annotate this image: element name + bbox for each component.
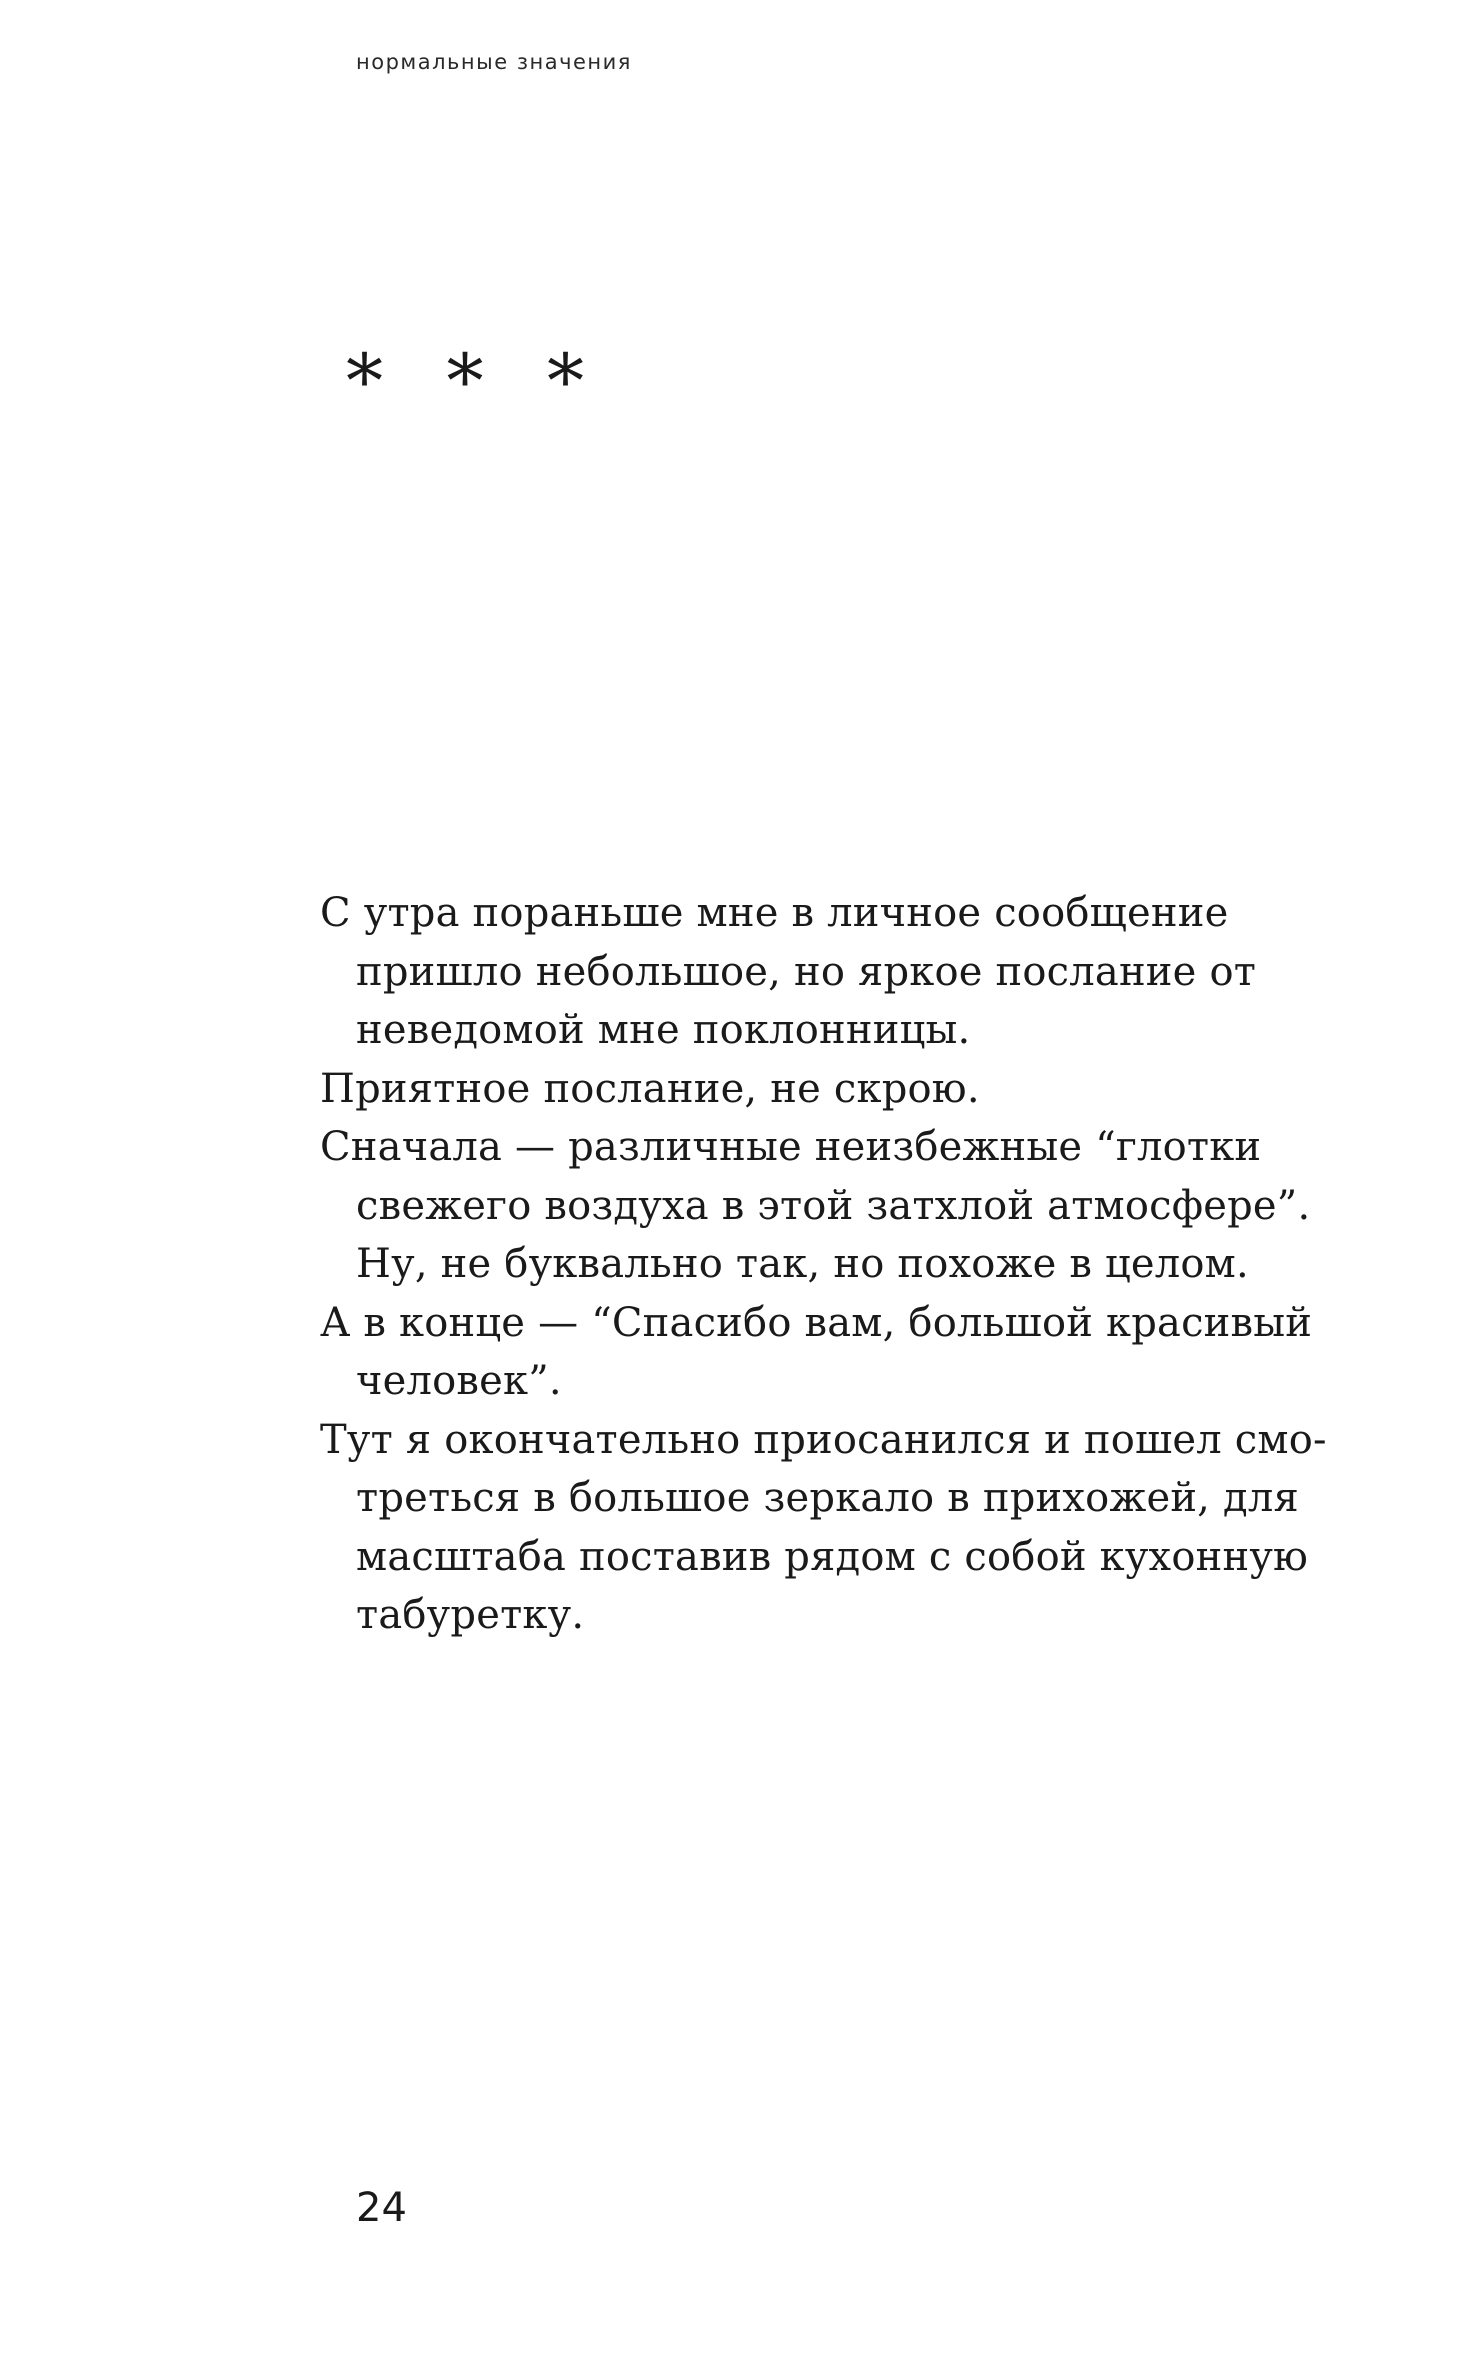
running-head: нормальные значения (356, 50, 632, 74)
poem-line: табуретку. (356, 1592, 585, 1638)
poem-line: масштаба поставив рядом с собой кухонную (356, 1533, 1309, 1580)
poem-line: пришло небольшое, но яркое послание от (356, 948, 1257, 995)
poem-text (320, 884, 1380, 1645)
poem-line: А в конце — “Спасибо вам, большой красивый (320, 1299, 1313, 1346)
poem-line: Ну, не буквально так, но похоже в целом. (356, 1241, 1249, 1287)
poem-line: Приятное послание, не скрою. (320, 1065, 980, 1112)
poem-line: человек”. (356, 1358, 562, 1404)
poem-line: треться в большое зеркало в прихожей, для (356, 1475, 1299, 1521)
poem-line: С утра пораньше мне в личное сообщение (320, 890, 1229, 936)
poem-line: неведомой мне поклонницы. (356, 1007, 971, 1053)
poem-line: свежего воздуха в этой затхлой атмосфере”. (356, 1182, 1311, 1229)
section-break-asterism: * * * (346, 339, 605, 425)
poem-line: Сначала — различные неизбежные “глотки (320, 1124, 1262, 1170)
poem-line: Тут я окончательно приосанился и пошел смо- (320, 1416, 1327, 1463)
page-number: 24 (356, 2185, 407, 2231)
